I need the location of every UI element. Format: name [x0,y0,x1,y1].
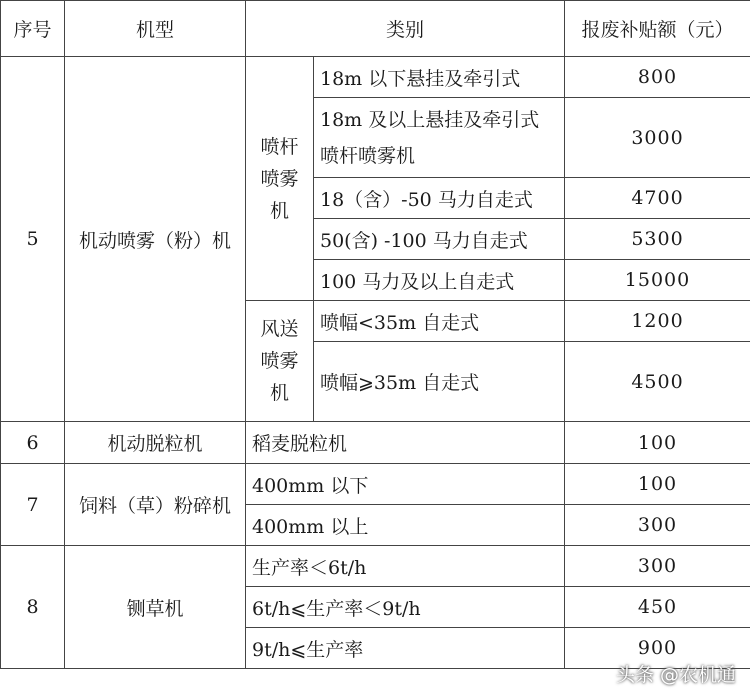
seq-cell: 8 [1,546,65,669]
header-seq: 序号 [1,1,65,57]
amount-cell: 300 [565,546,750,587]
subtype-line: 喷雾 [260,167,299,190]
amount-cell: 900 [565,628,750,669]
amount-cell: 300 [565,505,750,546]
seq-cell: 6 [1,422,65,464]
category-cell: 400mm 以下 [246,464,565,505]
subtype-cell [246,57,314,301]
category-cell: 400mm 以上 [246,505,565,546]
table-row [1,57,750,98]
table-row [1,422,750,464]
header-model: 机型 [65,1,246,57]
amount-cell: 450 [565,587,750,628]
seq-cell: 5 [1,57,65,422]
subtype-cell [246,301,314,422]
category-cell: 50(含) -100 马力自走式 [314,219,565,260]
amount-cell: 1200 [565,301,750,342]
amount-cell: 5300 [565,219,750,260]
model-cell: 机动喷雾（粉）机 [65,57,246,422]
category-cell [314,98,565,178]
model-cell: 机动脱粒机 [65,422,246,464]
category-cell: 9t/h⩽生产率 [246,628,565,669]
subtype-line: 机 [269,199,289,222]
amount-cell: 3000 [565,98,750,178]
category-line: 喷杆喷雾机 [320,144,416,167]
model-cell: 铡草机 [65,546,246,669]
table-row [1,464,750,505]
category-cell: 喷幅⩾35m 自走式 [314,342,565,422]
category-cell: 稻麦脱粒机 [246,422,565,464]
seq-cell: 7 [1,464,65,546]
category-cell: 100 马力及以上自走式 [314,260,565,301]
header-row [1,1,750,57]
header-subsidy: 报废补贴额（元） [565,1,750,57]
category-cell: 生产率＜6t/h [246,546,565,587]
category-cell: 18（含）-50 马力自走式 [314,178,565,219]
watermark: 头条 @农机通 [615,664,736,686]
subtype-line: 机 [269,382,289,404]
subtype-line: 喷杆 [260,135,299,158]
subtype-line: 喷雾 [260,350,299,372]
category-cell: 喷幅<35m 自走式 [314,301,565,342]
amount-cell: 4700 [565,178,750,219]
header-category: 类别 [246,1,565,57]
category-cell: 18m 以下悬挂及牵引式 [314,57,565,98]
category-line: 18m 及以上悬挂及牵引式 [320,108,540,131]
amount-cell: 100 [565,464,750,505]
model-cell: 饲料（草）粉碎机 [65,464,246,546]
amount-cell: 100 [565,422,750,464]
amount-cell: 15000 [565,260,750,301]
table-row [1,546,750,587]
category-cell: 6t/h⩽生产率＜9t/h [246,587,565,628]
subtype-line: 风送 [260,318,299,340]
amount-cell: 800 [565,57,750,98]
amount-cell: 4500 [565,342,750,422]
